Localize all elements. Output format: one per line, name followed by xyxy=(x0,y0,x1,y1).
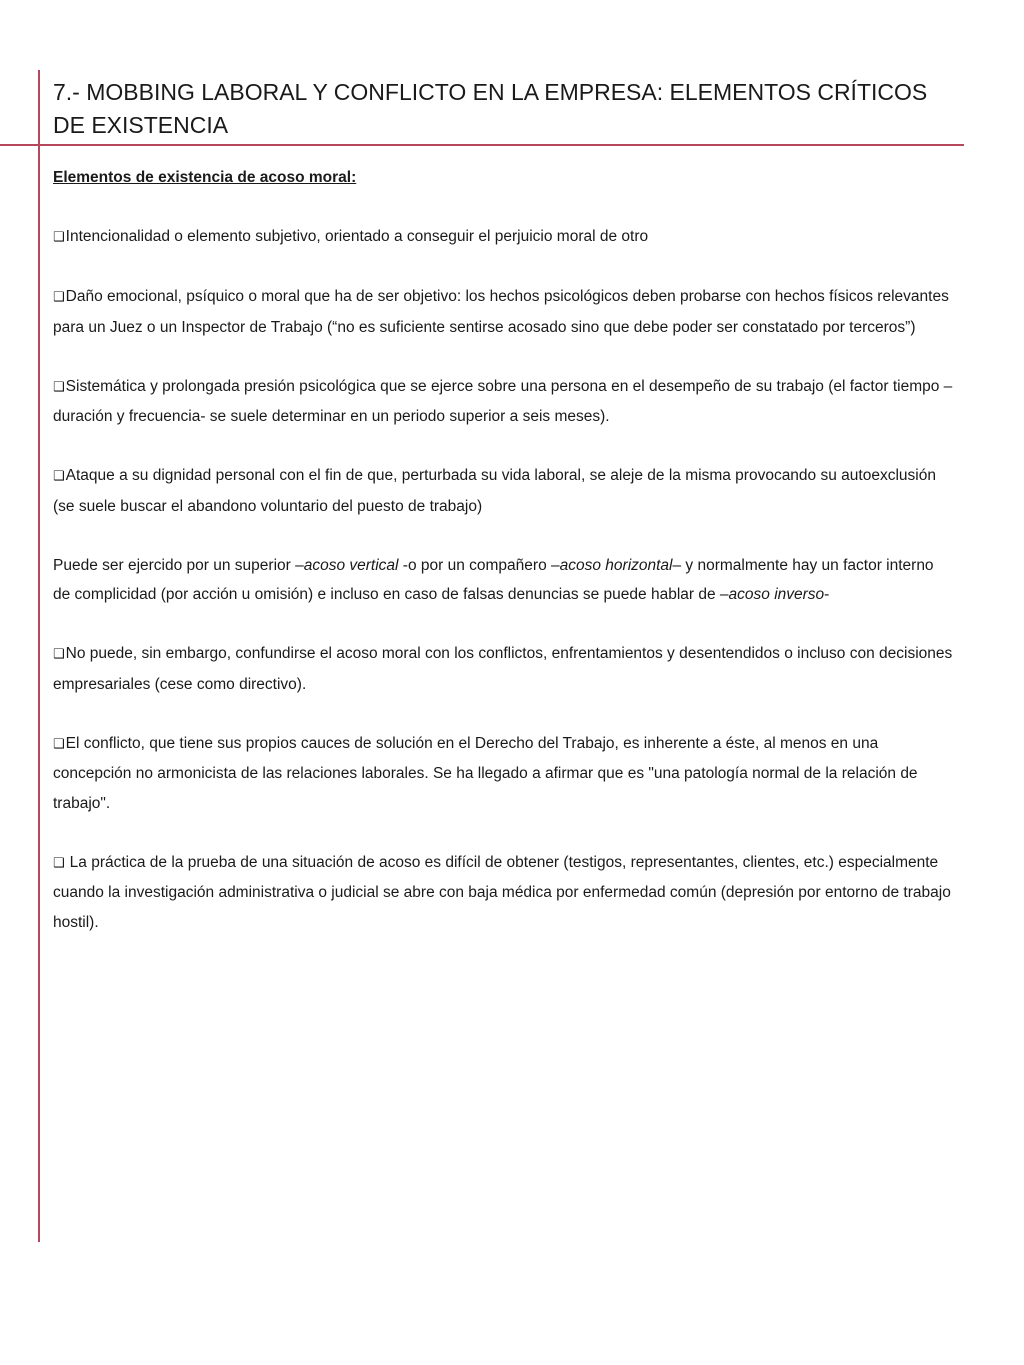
bullet-item-text: Sistemática y prolongada presión psicológica que se ejerce sobre una persona en el desempeño de su trabajo (el factor tiempo –duración y frecuencia- se suele determinar en un periodo superior a seis meses). xyxy=(53,377,953,425)
bullet-item-text: La práctica de la prueba de una situación de acoso es difícil de obtener (testigos, representantes, clientes, etc.) especialmente cuando la investigación administrativa o judicial se abre con baja médica por enfermedad común (depresión por entorno de trabajo hostil). xyxy=(53,853,951,931)
page-title: 7.- MOBBING LABORAL Y CONFLICTO EN LA EMPRESA: ELEMENTOS CRÍTICOS DE EXISTENCIA xyxy=(53,79,928,138)
term-acoso-vertical: acoso vertical xyxy=(303,556,399,574)
bullet-item-conflicto xyxy=(53,729,953,819)
bullet-item-practica xyxy=(53,848,953,938)
bullet-item-text: Ataque a su dignidad personal con el fin de que, perturbada su vida laboral, se aleje de la misma provocando su autoexclusión (se suele buscar el abandono voluntario del puesto de trabajo) xyxy=(53,467,936,515)
title-underline-rule xyxy=(0,144,964,146)
bullet-item-text: El conflicto, que tiene sus propios cauces de solución en el Derecho del Trabajo, es inherente a éste, al menos en una concepción no armonicista de las relaciones laborales. Se ha llegado a afirmar que es "una patología normal de la relación de trabajo". xyxy=(53,734,918,812)
paragraph-text: – y normalmente hay un factor interno de complicidad (por acción u omisión) e incluso en caso de falsas denuncias se puede hablar de – xyxy=(53,556,934,603)
checkbox-bullet-icon: ❑ xyxy=(53,290,65,305)
bullet-item-text: Intencionalidad o elemento subjetivo, orientado a conseguir el perjuicio moral de otro xyxy=(65,228,649,245)
document-body xyxy=(53,163,953,967)
checkbox-bullet-icon: ❑ xyxy=(53,230,65,245)
bullet-item-intencionalidad xyxy=(53,222,953,253)
bullet-item-text: No puede, sin embargo, confundirse el acoso moral con los conflictos, enfrentamientos y desentendidos o incluso con decisiones empresariales (cese como directivo). xyxy=(53,645,953,693)
subheading-text: Elementos de existencia de acoso moral: xyxy=(53,169,357,186)
checkbox-bullet-icon: ❑ xyxy=(53,379,65,395)
acoso-types-paragraph xyxy=(53,551,953,610)
left-margin-rule xyxy=(38,70,40,1242)
checkbox-bullet-icon: ❑ xyxy=(53,647,65,662)
bullet-item-text: Daño emocional, psíquico o moral que ha de ser objetivo: los hechos psicológicos deben probarse con hechos físicos relevantes para un Juez o un Inspector de Trabajo (“no es suficiente sentirse acosado sino que debe poder ser constatado por terceros”) xyxy=(53,288,949,336)
checkbox-bullet-icon: ❑ xyxy=(53,855,65,871)
checkbox-bullet-icon: ❑ xyxy=(53,469,65,484)
bullet-item-sistematica xyxy=(53,372,953,432)
checkbox-bullet-icon: ❑ xyxy=(53,736,65,752)
bullet-item-dano xyxy=(53,282,953,342)
bullet-item-ataque xyxy=(53,461,953,521)
term-acoso-inverso: acoso inverso xyxy=(728,586,825,603)
paragraph-text: - xyxy=(824,586,830,603)
subheading xyxy=(53,163,953,193)
paragraph-text: -o por un compañero – xyxy=(398,556,560,574)
term-acoso-horizontal: acoso horizontal xyxy=(559,556,673,574)
bullet-item-no-puede xyxy=(53,639,953,699)
paragraph-text: Puede ser ejercido por un superior – xyxy=(53,556,304,574)
